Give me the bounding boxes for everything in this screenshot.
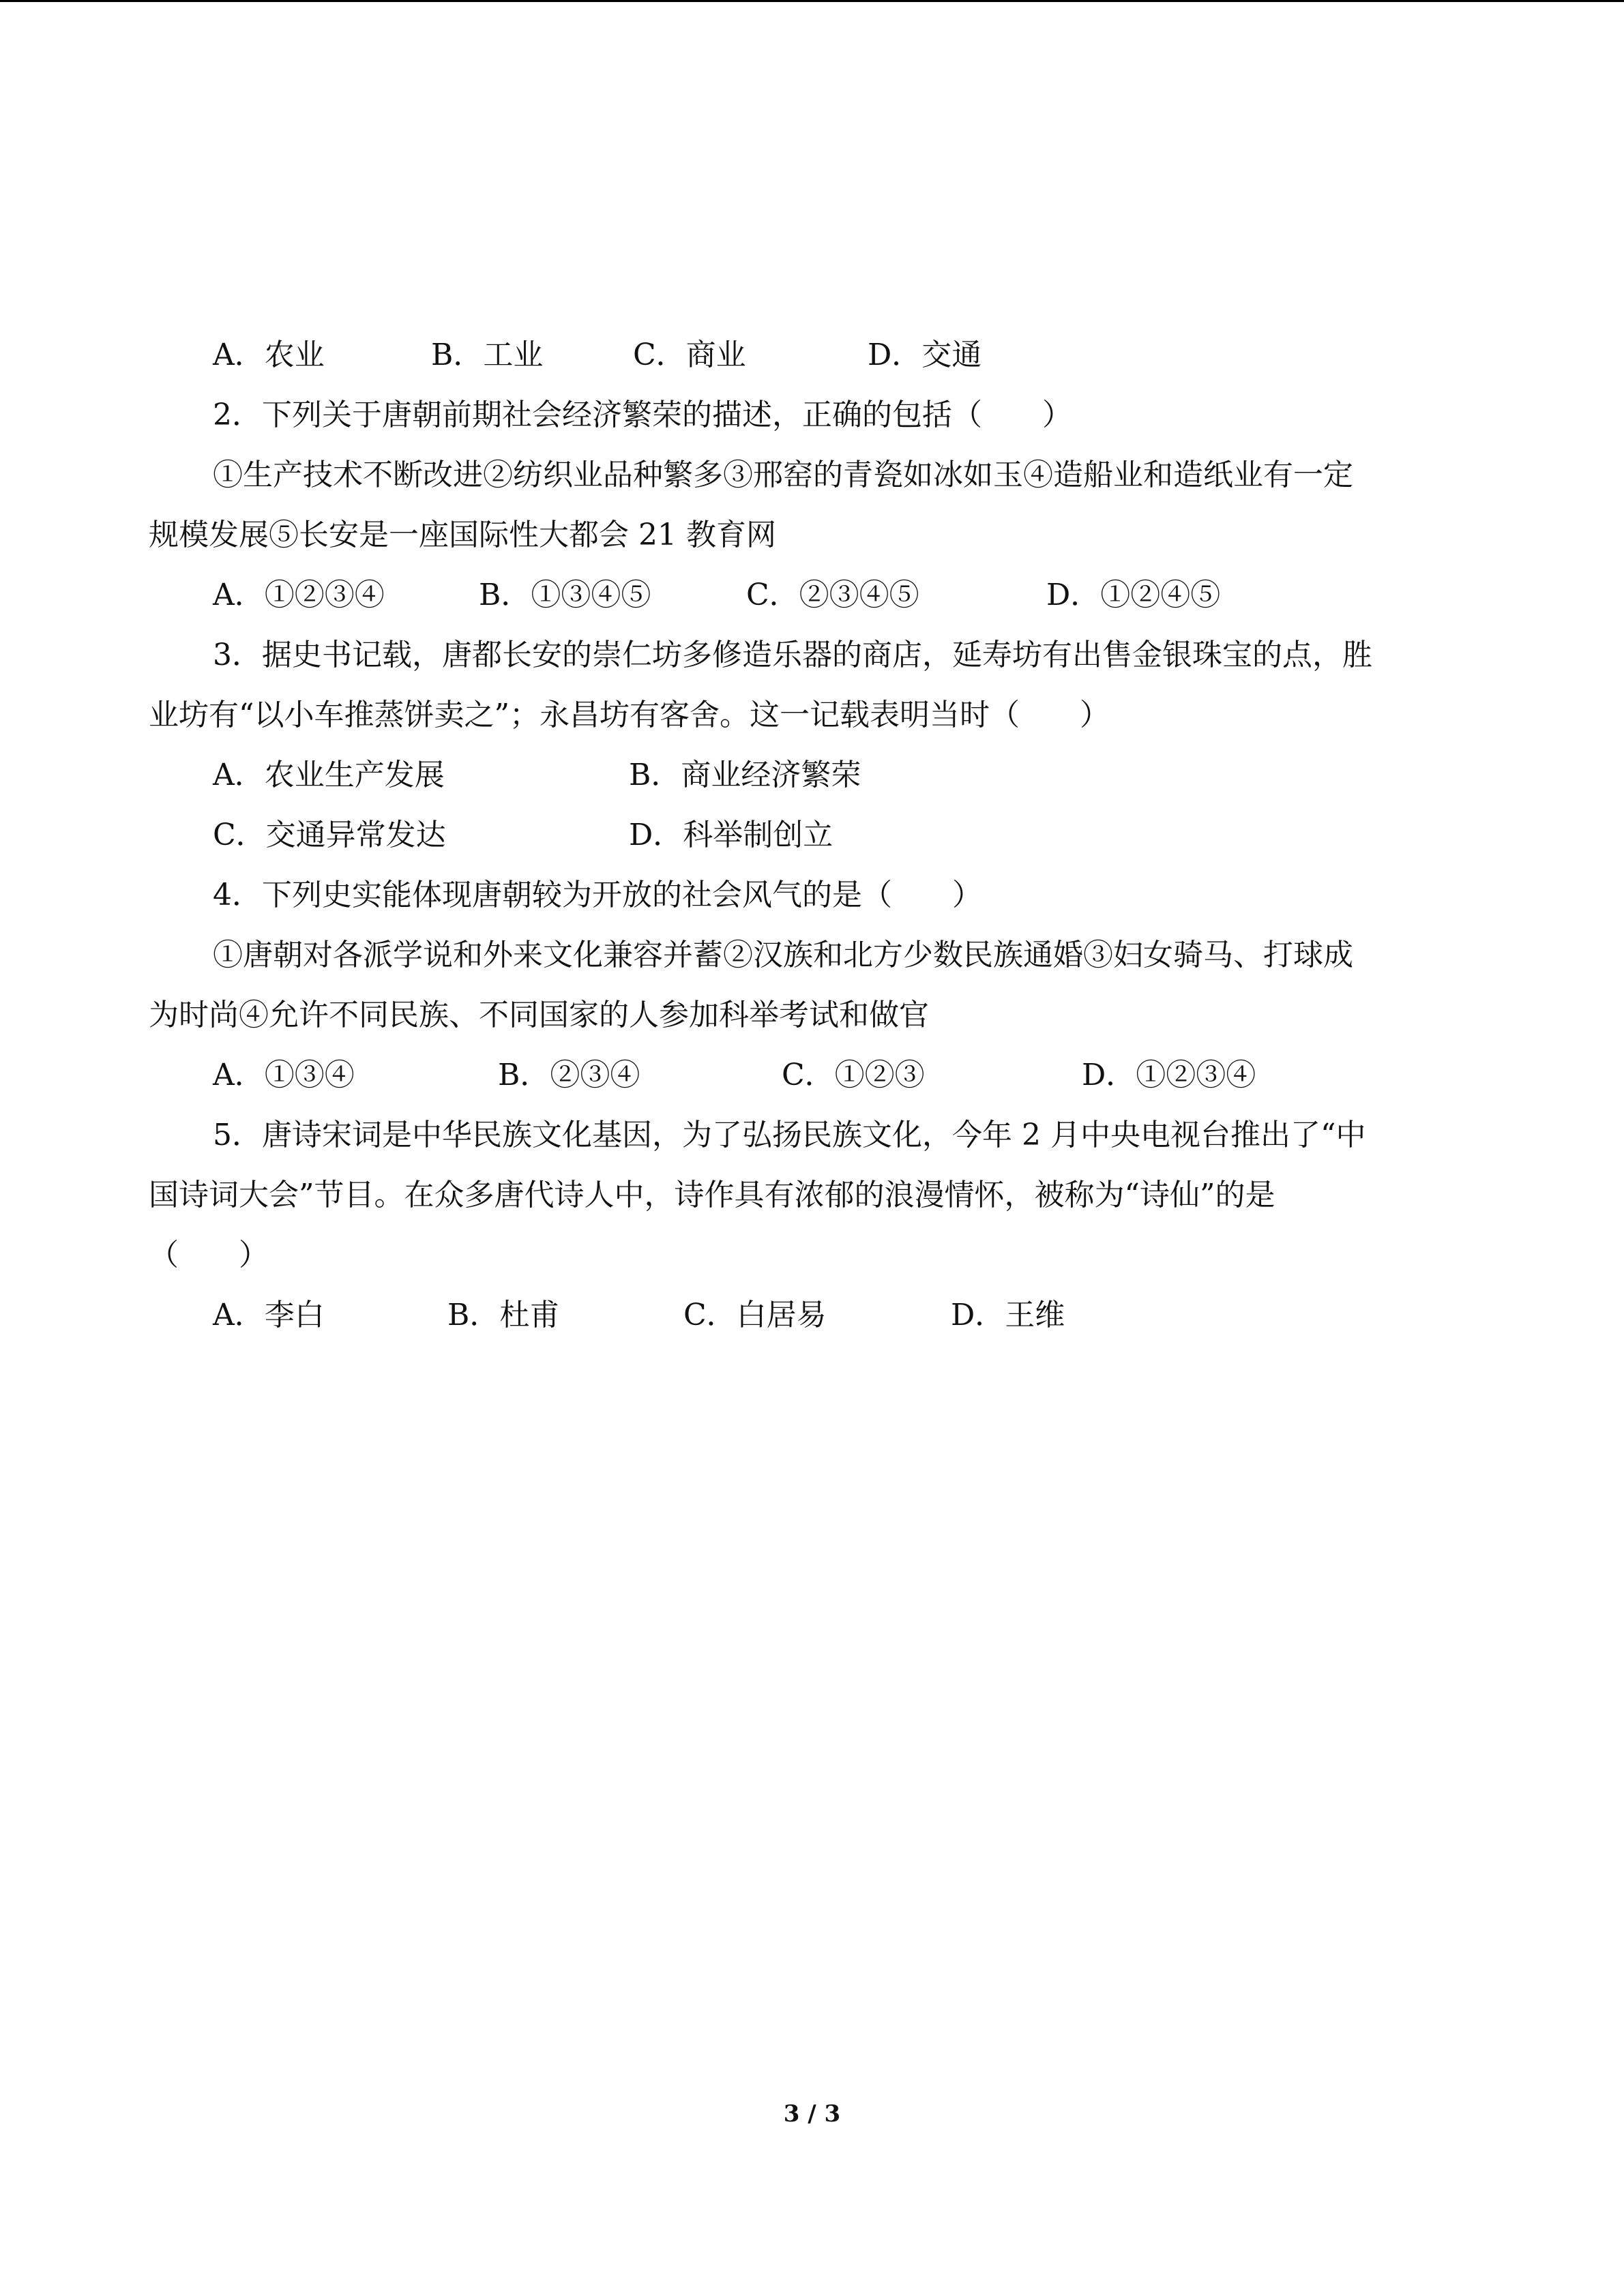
q1-option-d: D．交通 <box>868 338 982 372</box>
q1-option-a: A．农业 <box>213 338 325 372</box>
q5-option-d: D．王维 <box>951 1298 1065 1332</box>
q3-option-d: D．科举制创立 <box>629 818 833 852</box>
q3-stem-line2: 业坊有“以小车推蒸饼卖之”；永昌坊有客舍。这一记载表明当时（ ） <box>149 698 1110 732</box>
q4-option-c: C．①②③ <box>782 1058 925 1092</box>
q4-option-d: D．①②③④ <box>1082 1058 1256 1092</box>
q2-option-a: A．①②③④ <box>213 578 385 612</box>
q5-option-c: C．白居易 <box>683 1298 827 1332</box>
q1-option-b: B．工业 <box>431 338 544 372</box>
q2-option-b: B．①③④⑤ <box>479 578 651 612</box>
q2-option-c: C．②③④⑤ <box>746 578 919 612</box>
q5-options <box>149 1285 1479 1345</box>
q2-option-d: D．①②④⑤ <box>1046 578 1221 612</box>
q3-option-c: C．交通异常发达 <box>213 818 446 852</box>
q5-option-b: B．杜甫 <box>447 1298 560 1332</box>
q1-options <box>149 325 1479 385</box>
q3-options-row1 <box>149 745 1479 805</box>
exam-content <box>149 325 1479 1345</box>
page-number: 3 / 3 <box>783 2100 841 2128</box>
q3-stem-line1: 3．据史书记载，唐都长安的崇仁坊多修造乐器的商店，延寿坊有出售金银珠宝的点，胜 <box>213 638 1372 672</box>
q2-stem: 2．下列关于唐朝前期社会经济繁荣的描述，正确的包括（ ） <box>213 398 1072 432</box>
q3-options-row2 <box>149 805 1479 865</box>
q1-option-c: C．商业 <box>633 338 746 372</box>
q4-items-line2: 为时尚④允许不同民族、不同国家的人参加科举考试和做官 <box>149 998 929 1032</box>
q5-stem-line1: 5．唐诗宋词是中华民族文化基因，为了弘扬民族文化，今年 2 月中央电视台推出了“中 <box>213 1118 1366 1152</box>
q4-stem: 4．下列史实能体现唐朝较为开放的社会风气的是（ ） <box>213 878 982 912</box>
q2-items-line2: 规模发展⑤长安是一座国际性大都会 21 教育网 <box>149 518 776 552</box>
q2-options <box>149 565 1479 625</box>
q5-stem-line3: （ ） <box>149 1238 269 1272</box>
q3-option-a: A．农业生产发展 <box>213 758 445 792</box>
q4-options <box>149 1045 1479 1105</box>
page-top-border <box>0 0 1624 2</box>
q3-option-b: B．商业经济繁荣 <box>629 758 861 792</box>
q5-option-a: A．李白 <box>213 1298 325 1332</box>
q4-option-a: A．①③④ <box>213 1058 355 1092</box>
q4-option-b: B．②③④ <box>498 1058 640 1092</box>
q2-items-line1: ①生产技术不断改进②纺织业品种繁多③邢窑的青瓷如冰如玉④造船业和造纸业有一定 <box>213 458 1353 492</box>
q4-items-line1: ①唐朝对各派学说和外来文化兼容并蓄②汉族和北方少数民族通婚③妇女骑马、打球成 <box>213 938 1353 972</box>
q5-stem-line2: 国诗词大会”节目。在众多唐代诗人中，诗作具有浓郁的浪漫情怀，被称为“诗仙”的是 <box>149 1178 1275 1212</box>
